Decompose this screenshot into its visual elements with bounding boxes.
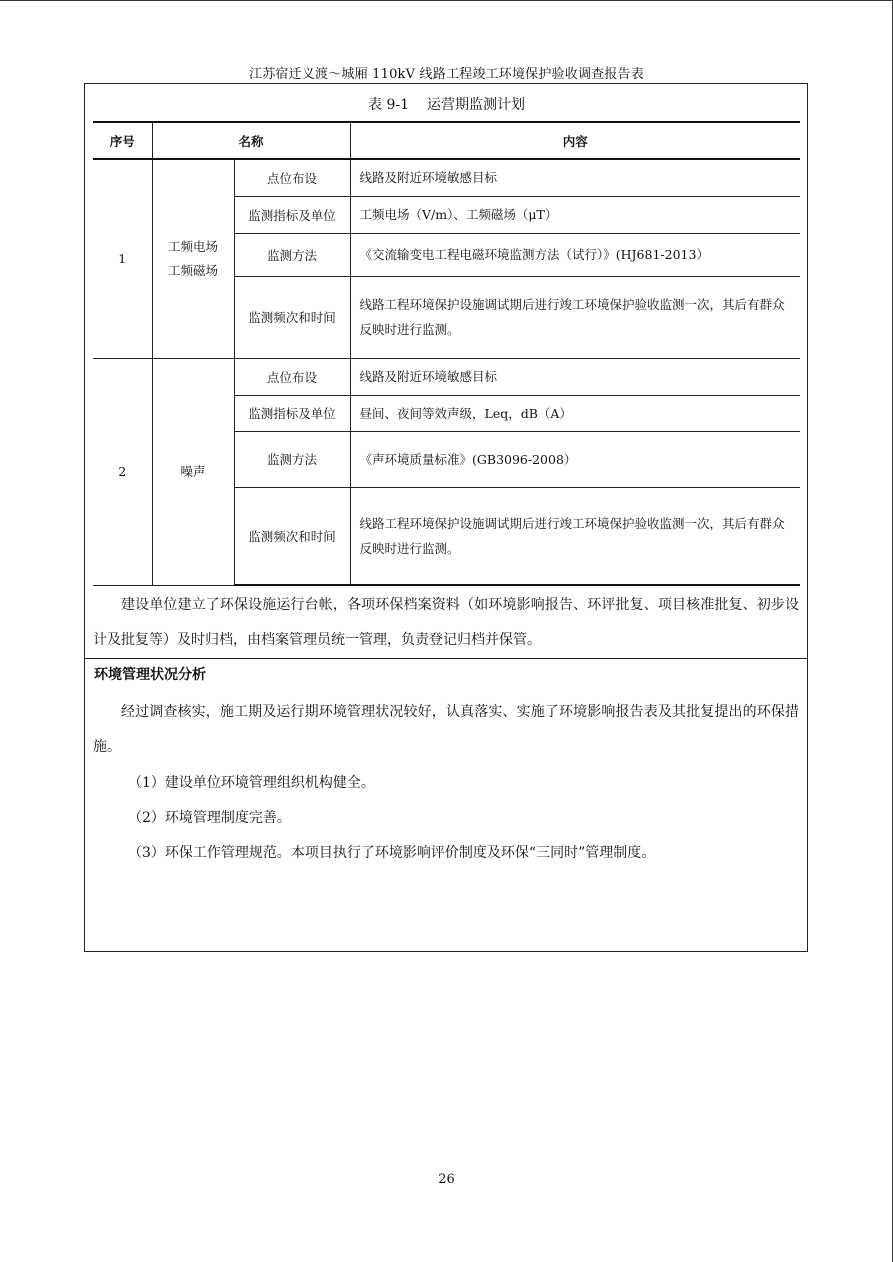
- row-content: 线路工程环境保护设施调试期后进行竣工环境保护验收监测一次，其后有群众反映时进行监测。: [350, 487, 800, 585]
- table-caption-number: 表 9-1: [368, 97, 409, 113]
- row-content: 《交流输变电工程电磁环境监测方法（试行）》(HJ681-2013）: [350, 233, 800, 276]
- table-row: [93, 159, 800, 196]
- header-name: 名称: [152, 122, 350, 159]
- management-intro: 经过调查核实，施工期及运行期环境管理状况较好，认真落实、实施了环境影响报告表及其批复提出的环保措施。: [93, 704, 799, 755]
- group-name-line: 噪声: [180, 463, 206, 479]
- table-caption: [0, 94, 893, 114]
- management-section-title: 环境管理状况分析: [94, 667, 206, 683]
- row-content: 《声环境质量标准》(GB3096-2008）: [350, 431, 800, 487]
- row-content: 工频电场（V/m）、工频磁场（μT）: [350, 196, 800, 233]
- page-number: 26: [438, 1172, 455, 1187]
- group-name-line: 工频电场: [167, 238, 218, 254]
- table-row: [93, 358, 800, 395]
- group-name-line: 工频磁场: [167, 262, 218, 278]
- report-header-title: 江苏宿迁义渡～城厢 110kV 线路工程竣工环境保护验收调查报告表: [249, 67, 644, 82]
- page-border-top: [0, 0, 892, 1]
- row-item: 点位布设: [234, 358, 350, 395]
- group-name: [152, 159, 234, 358]
- row-item: 点位布设: [234, 159, 350, 196]
- row-item: 监测频次和时间: [234, 276, 350, 358]
- group-name: [152, 358, 234, 585]
- row-content: 线路工程环境保护设施调试期后进行竣工环境保护验收监测一次，其后有群众反映时进行监测。: [350, 276, 800, 358]
- section-rule: [84, 658, 808, 659]
- table-caption-title: 运营期监测计划: [427, 97, 525, 113]
- header-content: 内容: [350, 122, 800, 159]
- row-item: 监测频次和时间: [234, 487, 350, 585]
- table-header-row: [93, 122, 800, 159]
- row-content: 线路及附近环境敏感目标: [350, 159, 800, 196]
- management-item: （3）环保工作管理规范。本项目执行了环境影响评价制度及环保“三同时”管理制度。: [128, 845, 656, 861]
- management-item: （1）建设单位环境管理组织机构健全。: [128, 775, 375, 791]
- group-index: 1: [93, 159, 152, 358]
- row-item: 监测方法: [234, 233, 350, 276]
- row-content: 昼间、夜间等效声级，Leq，dB（A）: [350, 395, 800, 431]
- row-item: 监测指标及单位: [234, 395, 350, 431]
- row-item: 监测方法: [234, 431, 350, 487]
- row-content: 线路及附近环境敏感目标: [350, 358, 800, 395]
- group-index: 2: [93, 358, 152, 585]
- row-item: 监测指标及单位: [234, 196, 350, 233]
- management-item: （2）环境管理制度完善。: [128, 810, 291, 826]
- header-index: 序号: [93, 122, 152, 159]
- archive-paragraph: 建设单位建立了环保设施运行台帐，各项环保档案资料（如环境影响报告、环评批复、项目核准批复、初步设计及批复等）及时归档，由档案管理员统一管理，负责登记归档并保管。: [93, 597, 799, 648]
- monitoring-plan-table: [93, 121, 800, 586]
